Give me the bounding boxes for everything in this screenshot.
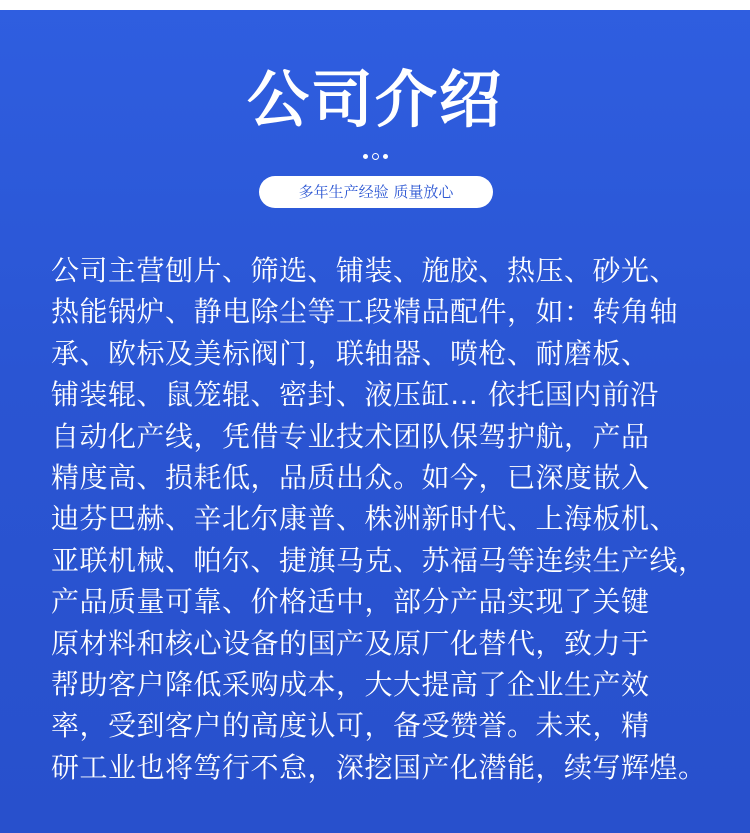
intro-line: 亚联机械、帕尔、捷旗马克、苏福马等连续生产线，: [51, 543, 707, 577]
intro-paragraph: [51, 250, 713, 788]
dot-icon: [363, 154, 368, 159]
intro-line: 承、欧标及美标阀门，联轴器、喷枪、耐磨板、: [51, 336, 650, 370]
intro-line: 铺装辊、鼠笼辊、密封、液压缸… 依托国内前沿: [51, 378, 659, 412]
intro-line: 精度高、损耗低，品质出众。如今，已深度嵌入: [51, 461, 650, 495]
intro-line: 迪芬巴赫、辛北尔康普、株洲新时代、上海板机、: [51, 502, 679, 536]
dot-icon: [383, 154, 388, 159]
intro-line: 帮助客户降低采购成本，大大提高了企业生产效: [51, 668, 650, 702]
top-divider: [0, 0, 750, 10]
ring-dot-icon: [372, 153, 379, 160]
intro-line: 热能锅炉、静电除尘等工段精品配件，如：转角轴: [51, 295, 679, 329]
intro-line: 率，受到客户的高度认可，备受赞誉。未来，精: [51, 709, 650, 743]
intro-line: 产品质量可靠、价格适中，部分产品实现了关键: [51, 585, 650, 619]
intro-line: 原材料和核心设备的国产及原厂化替代，致力于: [51, 626, 650, 660]
page-title: 公司介绍: [246, 63, 503, 136]
subtitle-badge: 多年生产经验 质量放心: [259, 176, 493, 208]
intro-line: 研工业也将笃行不怠，深挖国产化潜能，续写辉煌。: [51, 750, 707, 784]
dot-ornament: [0, 150, 750, 162]
intro-line: 自动化产线，凭借专业技术团队保驾护航，产品: [51, 419, 650, 453]
intro-line: 公司主营刨片、筛选、铺装、施胶、热压、砂光、: [51, 254, 679, 287]
